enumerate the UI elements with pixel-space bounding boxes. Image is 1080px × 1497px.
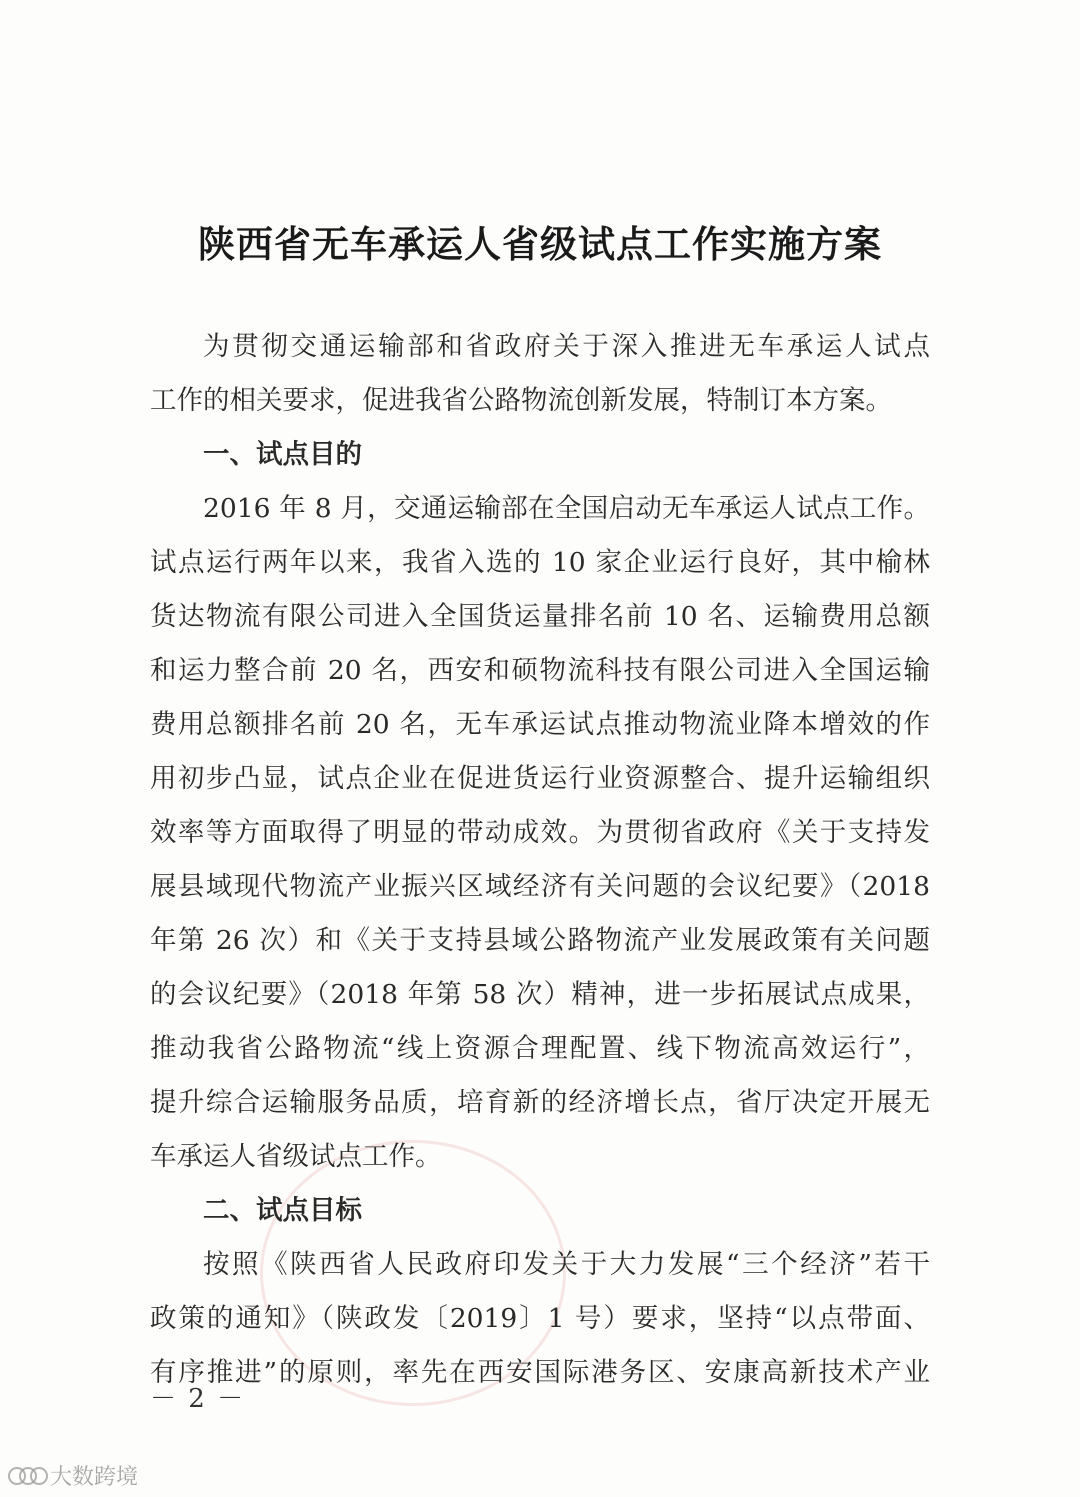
paragraph-line: 政策的通知》（陕政发〔2019〕1 号）要求，坚持“以点带面、 — [150, 1303, 930, 1334]
paragraph-line: 用初步凸显，试点企业在促进货运行业资源整合、提升运输组织 — [150, 763, 930, 794]
paragraph-line: 提升综合运输服务品质，培育新的经济增长点，省厅决定开展无 — [150, 1087, 930, 1118]
paragraph-line: 有序推进”的原则，率先在西安国际港务区、安康高新技术产业 — [150, 1357, 930, 1388]
section-heading: 一、试点目的 — [203, 439, 362, 470]
section-heading: 二、试点目标 — [203, 1195, 362, 1226]
document-body — [150, 320, 930, 1400]
paragraph-line: 2016 年 8 月，交通运输部在全国启动无车承运人试点工作。 — [203, 493, 930, 524]
paragraph-line: 展县域现代物流产业振兴区域经济有关问题的会议纪要》（2018 — [150, 871, 930, 902]
paragraph-line: 试点运行两年以来，我省入选的 10 家企业运行良好，其中榆林 — [150, 547, 930, 578]
paragraph-line: 推动我省公路物流“线上资源合理配置、线下物流高效运行”， — [150, 1033, 930, 1064]
paragraph-line: 费用总额排名前 20 名，无车承运试点推动物流业降本增效的作 — [150, 709, 930, 740]
watermark — [8, 1460, 138, 1490]
paragraph-line: 货达物流有限公司进入全国货运量排名前 10 名、运输费用总额 — [150, 601, 930, 632]
paragraph-line: 按照《陕西省人民政府印发关于大力发展“三个经济”若干 — [203, 1249, 930, 1280]
paragraph-line: 年第 26 次）和《关于支持县域公路物流产业发展政策有关问题 — [150, 925, 930, 956]
paragraph-line: 工作的相关要求，促进我省公路物流创新发展，特制订本方案。 — [150, 385, 892, 416]
page-number: － 2 － — [150, 1384, 246, 1414]
paragraph-line: 效率等方面取得了明显的带动成效。为贯彻省政府《关于支持发 — [150, 817, 930, 848]
watermark-text: 大数跨境 — [50, 1464, 139, 1490]
logo-rings-icon — [8, 1464, 46, 1486]
paragraph-line: 和运力整合前 20 名，西安和硕物流科技有限公司进入全国运输 — [150, 655, 930, 686]
paragraph-line: 的会议纪要》（2018 年第 58 次）精神，进一步拓展试点成果， — [150, 979, 930, 1010]
document-title: 陕西省无车承运人省级试点工作实施方案 — [198, 223, 882, 266]
paragraph-line: 为贯彻交通运输部和省政府关于深入推进无车承运人试点 — [203, 331, 930, 362]
paragraph-line: 车承运人省级试点工作。 — [150, 1141, 442, 1172]
